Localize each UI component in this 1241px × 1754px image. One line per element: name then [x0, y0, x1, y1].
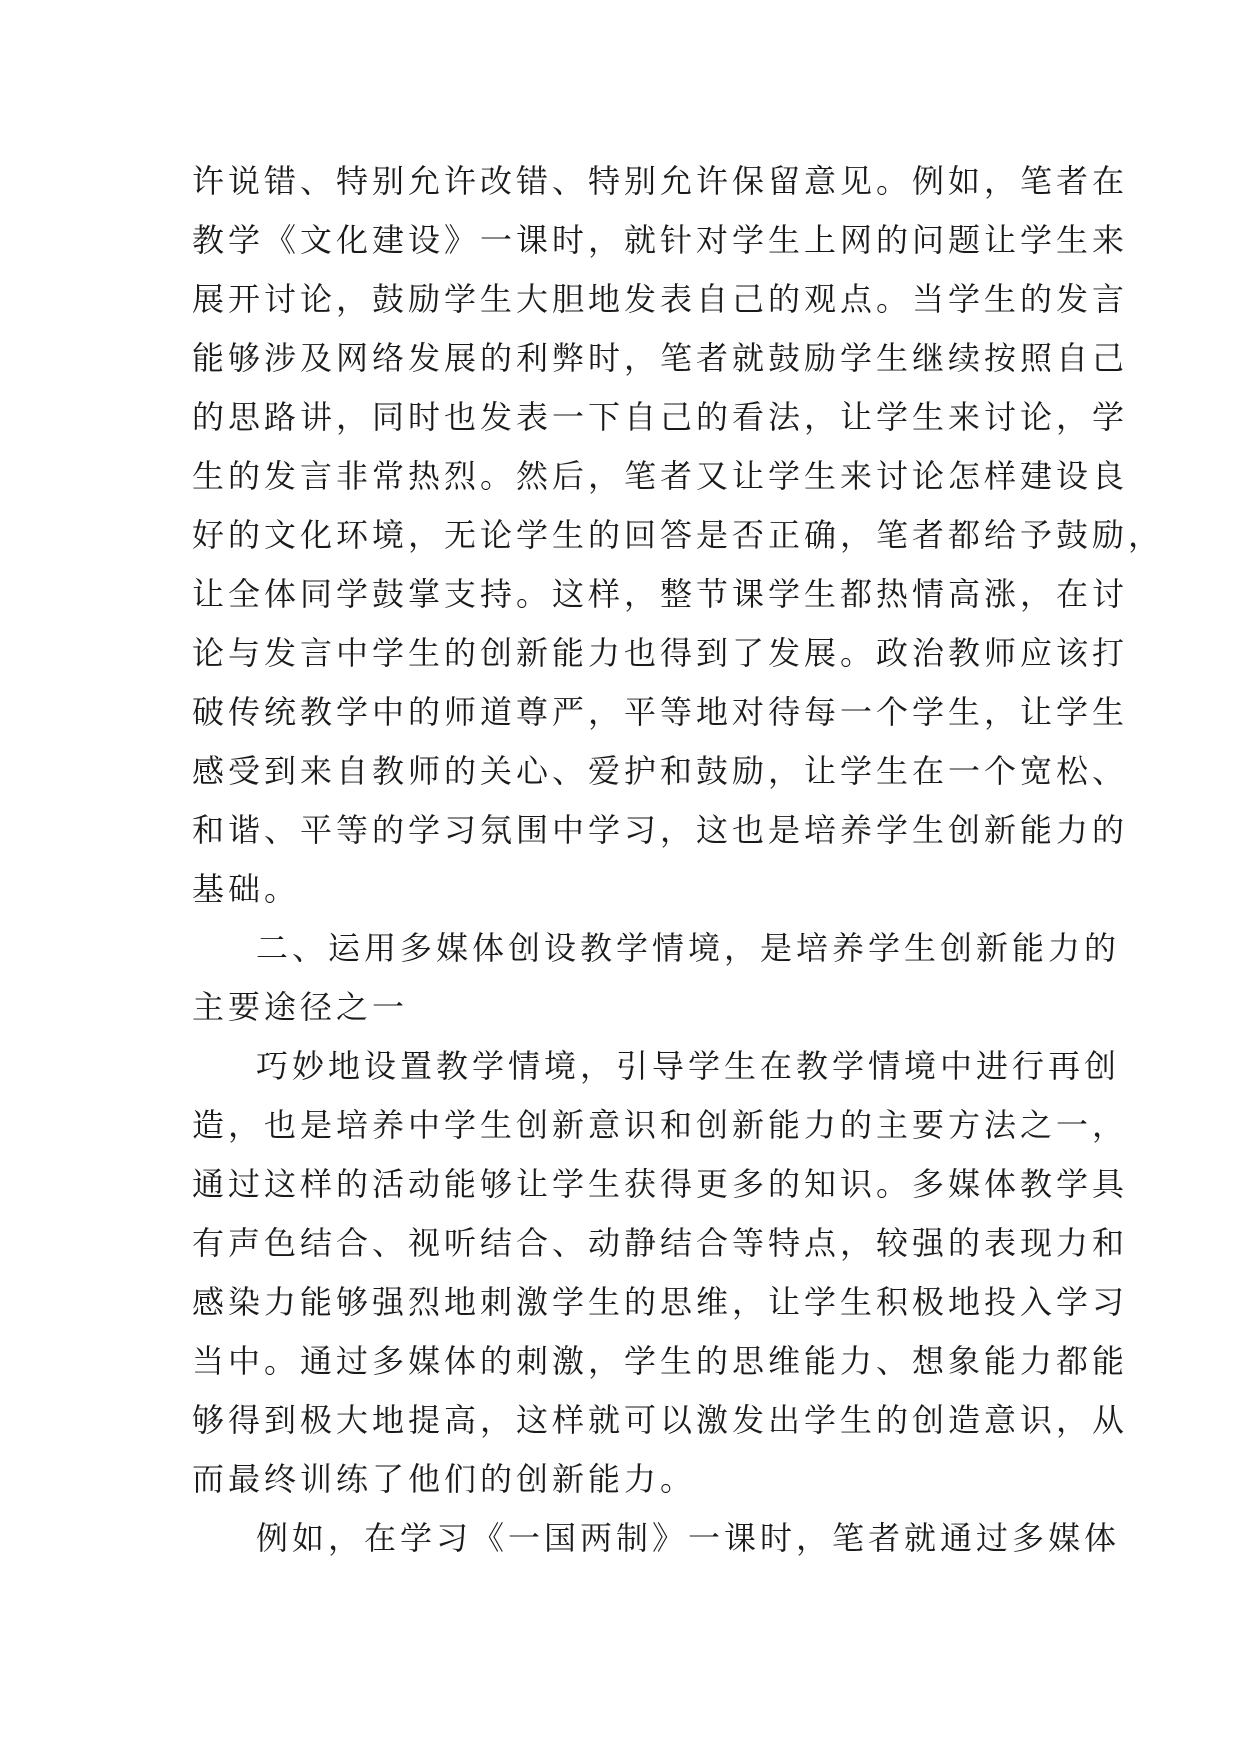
text-line: 教学《文化建设》一课时，就针对学生上网的问题让学生来 [192, 221, 1129, 259]
text-line: 破传统教学中的师道尊严，平等地对待每一个学生，让学生 [192, 693, 1129, 731]
text-line: 造，也是培养中学生创新意识和创新能力的主要方法之一， [192, 1106, 1129, 1144]
text-line: 生的发言非常热烈。然后，笔者又让学生来讨论怎样建设良 [192, 457, 1129, 495]
paragraph-first-line: 二、运用多媒体创设教学情境，是培养学生创新能力的 [256, 929, 1121, 967]
text-line: 有声色结合、视听结合、动静结合等特点，较强的表现力和 [192, 1224, 1129, 1262]
text-line: 感染力能够强烈地刺激学生的思维，让学生积极地投入学习 [192, 1283, 1129, 1321]
text-line: 和谐、平等的学习氛围中学习，这也是培养学生创新能力的 [192, 811, 1129, 849]
text-line: 主要途径之一 [192, 988, 409, 1026]
text-line: 当中。通过多媒体的刺激，学生的思维能力、想象能力都能 [192, 1342, 1129, 1380]
text-line: 够得到极大地提高，这样就可以激发出学生的创造意识，从 [192, 1401, 1129, 1439]
text-line: 感受到来自教师的关心、爱护和鼓励，让学生在一个宽松、 [192, 752, 1129, 790]
text-line: 许说错、特别允许改错、特别允许保留意见。例如，笔者在 [192, 162, 1129, 200]
text-line: 基础。 [192, 870, 301, 908]
text-line: 通过这样的活动能够让学生获得更多的知识。多媒体教学具 [192, 1165, 1129, 1203]
text-line: 的思路讲，同时也发表一下自己的看法，让学生来讨论，学 [192, 398, 1129, 436]
text-line: 展开讨论，鼓励学生大胆地发表自己的观点。当学生的发言 [192, 280, 1129, 318]
text-line: 好的文化环境，无论学生的回答是否正确，笔者都给予鼓励， [192, 516, 1165, 554]
text-line: 论与发言中学生的创新能力也得到了发展。政治教师应该打 [192, 634, 1129, 672]
text-line: 让全体同学鼓掌支持。这样，整节课学生都热情高涨，在讨 [192, 575, 1129, 613]
paragraph-first-line: 巧妙地设置教学情境，引导学生在教学情境中进行再创 [256, 1047, 1121, 1085]
text-line: 能够涉及网络发展的利弊时，笔者就鼓励学生继续按照自己 [192, 339, 1129, 377]
paragraph-first-line: 例如，在学习《一国两制》一课时，笔者就通过多媒体 [256, 1519, 1121, 1557]
document-body [192, 152, 1165, 1568]
text-line: 而最终训练了他们的创新能力。 [192, 1460, 697, 1498]
